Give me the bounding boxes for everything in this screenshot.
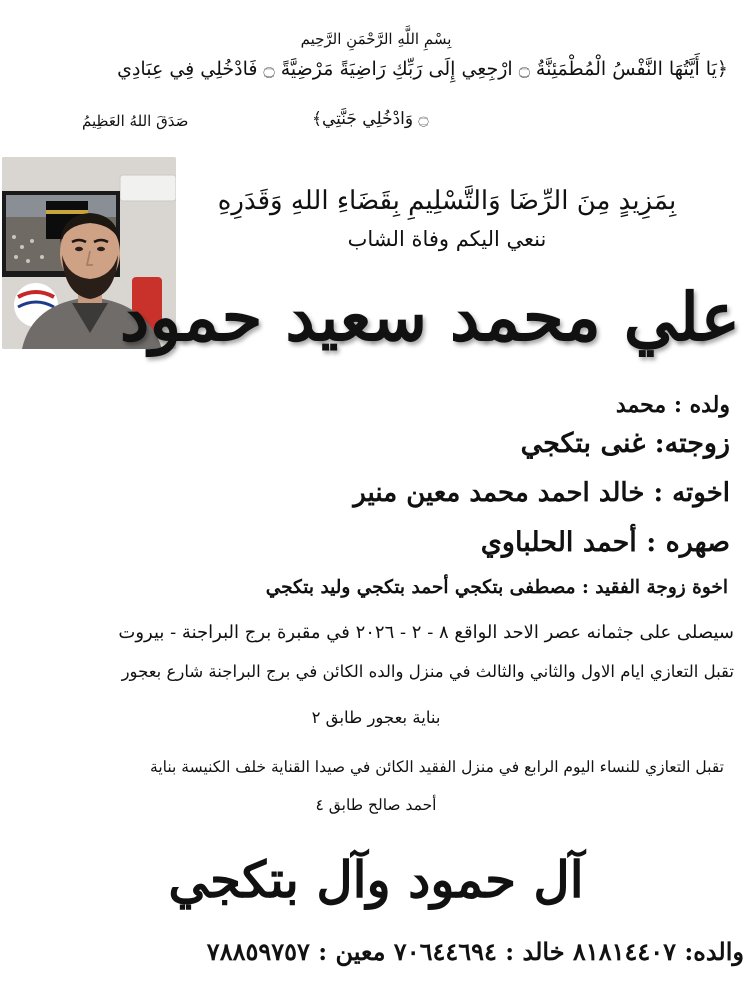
quran-verse-line-1: ﴿يَا أَيَّتُهَا النَّفْسُ الْمُطْمَئِنَّةُ ۝ ارْجِعِي إِلَى رَبِّكِ رَاضِيَةً مَرْضِيَّةً ۝ فَادْخُلِي فِي عِبَادِي <box>117 58 728 80</box>
relative-son: ولده : محمد <box>615 392 730 418</box>
quran-verse-row-2 <box>0 108 752 138</box>
women-condolences-line-1: تقبل التعازي للنساء اليوم الرابع في منزل الفقيد الكائن في صيدا القناية خلف الكنيسة بناية <box>150 758 724 776</box>
relative-wife-brothers: اخوة زوجة الفقيد : مصطفى بتكجي أحمد بتكجي وليد بتكجي <box>265 577 728 598</box>
phone-numbers: والده: ٨١٨١٤٤٠٧ خالد : ٧٠٦٤٤٦٩٤ معين : ٧٨٨٥٩٧٥٧ <box>206 937 744 966</box>
family-names: آل حمود وآل بتكجي <box>168 850 584 909</box>
funeral-prayer-info: سيصلى على جثمانه عصر الاحد الواقع ٨ - ٢ - ٢٠٢٦ في مقبرة برج البراجنة - بيروت <box>118 622 734 643</box>
quran-verse-line-2: ۝ وَادْخُلِي جَنَّتِي﴾ <box>312 109 429 129</box>
intro-line-2: ننعي اليكم وفاة الشاب <box>347 227 547 251</box>
relative-wife: زوجته: غنى بتكجي <box>520 428 730 459</box>
condolences-line-2: بناية بعجور طابق ٢ <box>311 708 441 727</box>
deceased-name: علي محمد سعيد حمود <box>119 278 740 356</box>
sadaq-allah: صَدَقَ اللهُ العَظِيمُ <box>82 112 189 130</box>
relative-in-law: صهره : أحمد الحلباوي <box>480 527 730 558</box>
women-condolences-line-2: أحمد صالح طابق ٤ <box>315 796 437 814</box>
intro-line-1: بِمَزِيدٍ مِنَ الرِّضَا وَالتَّسْلِيمِ بِقَضَاءِ اللهِ وَقَدَرِهِ <box>217 186 677 216</box>
condolences-line-1: تقبل التعازي ايام الاول والثاني والثالث في منزل والده الكائن في برج البراجنة شارع بعجور <box>121 662 734 681</box>
basmala: بِسْمِ اللَّهِ الرَّحْمَنِ الرَّحِيم <box>300 30 452 48</box>
relative-brothers: اخوته : خالد احمد محمد معين منير <box>353 478 730 508</box>
